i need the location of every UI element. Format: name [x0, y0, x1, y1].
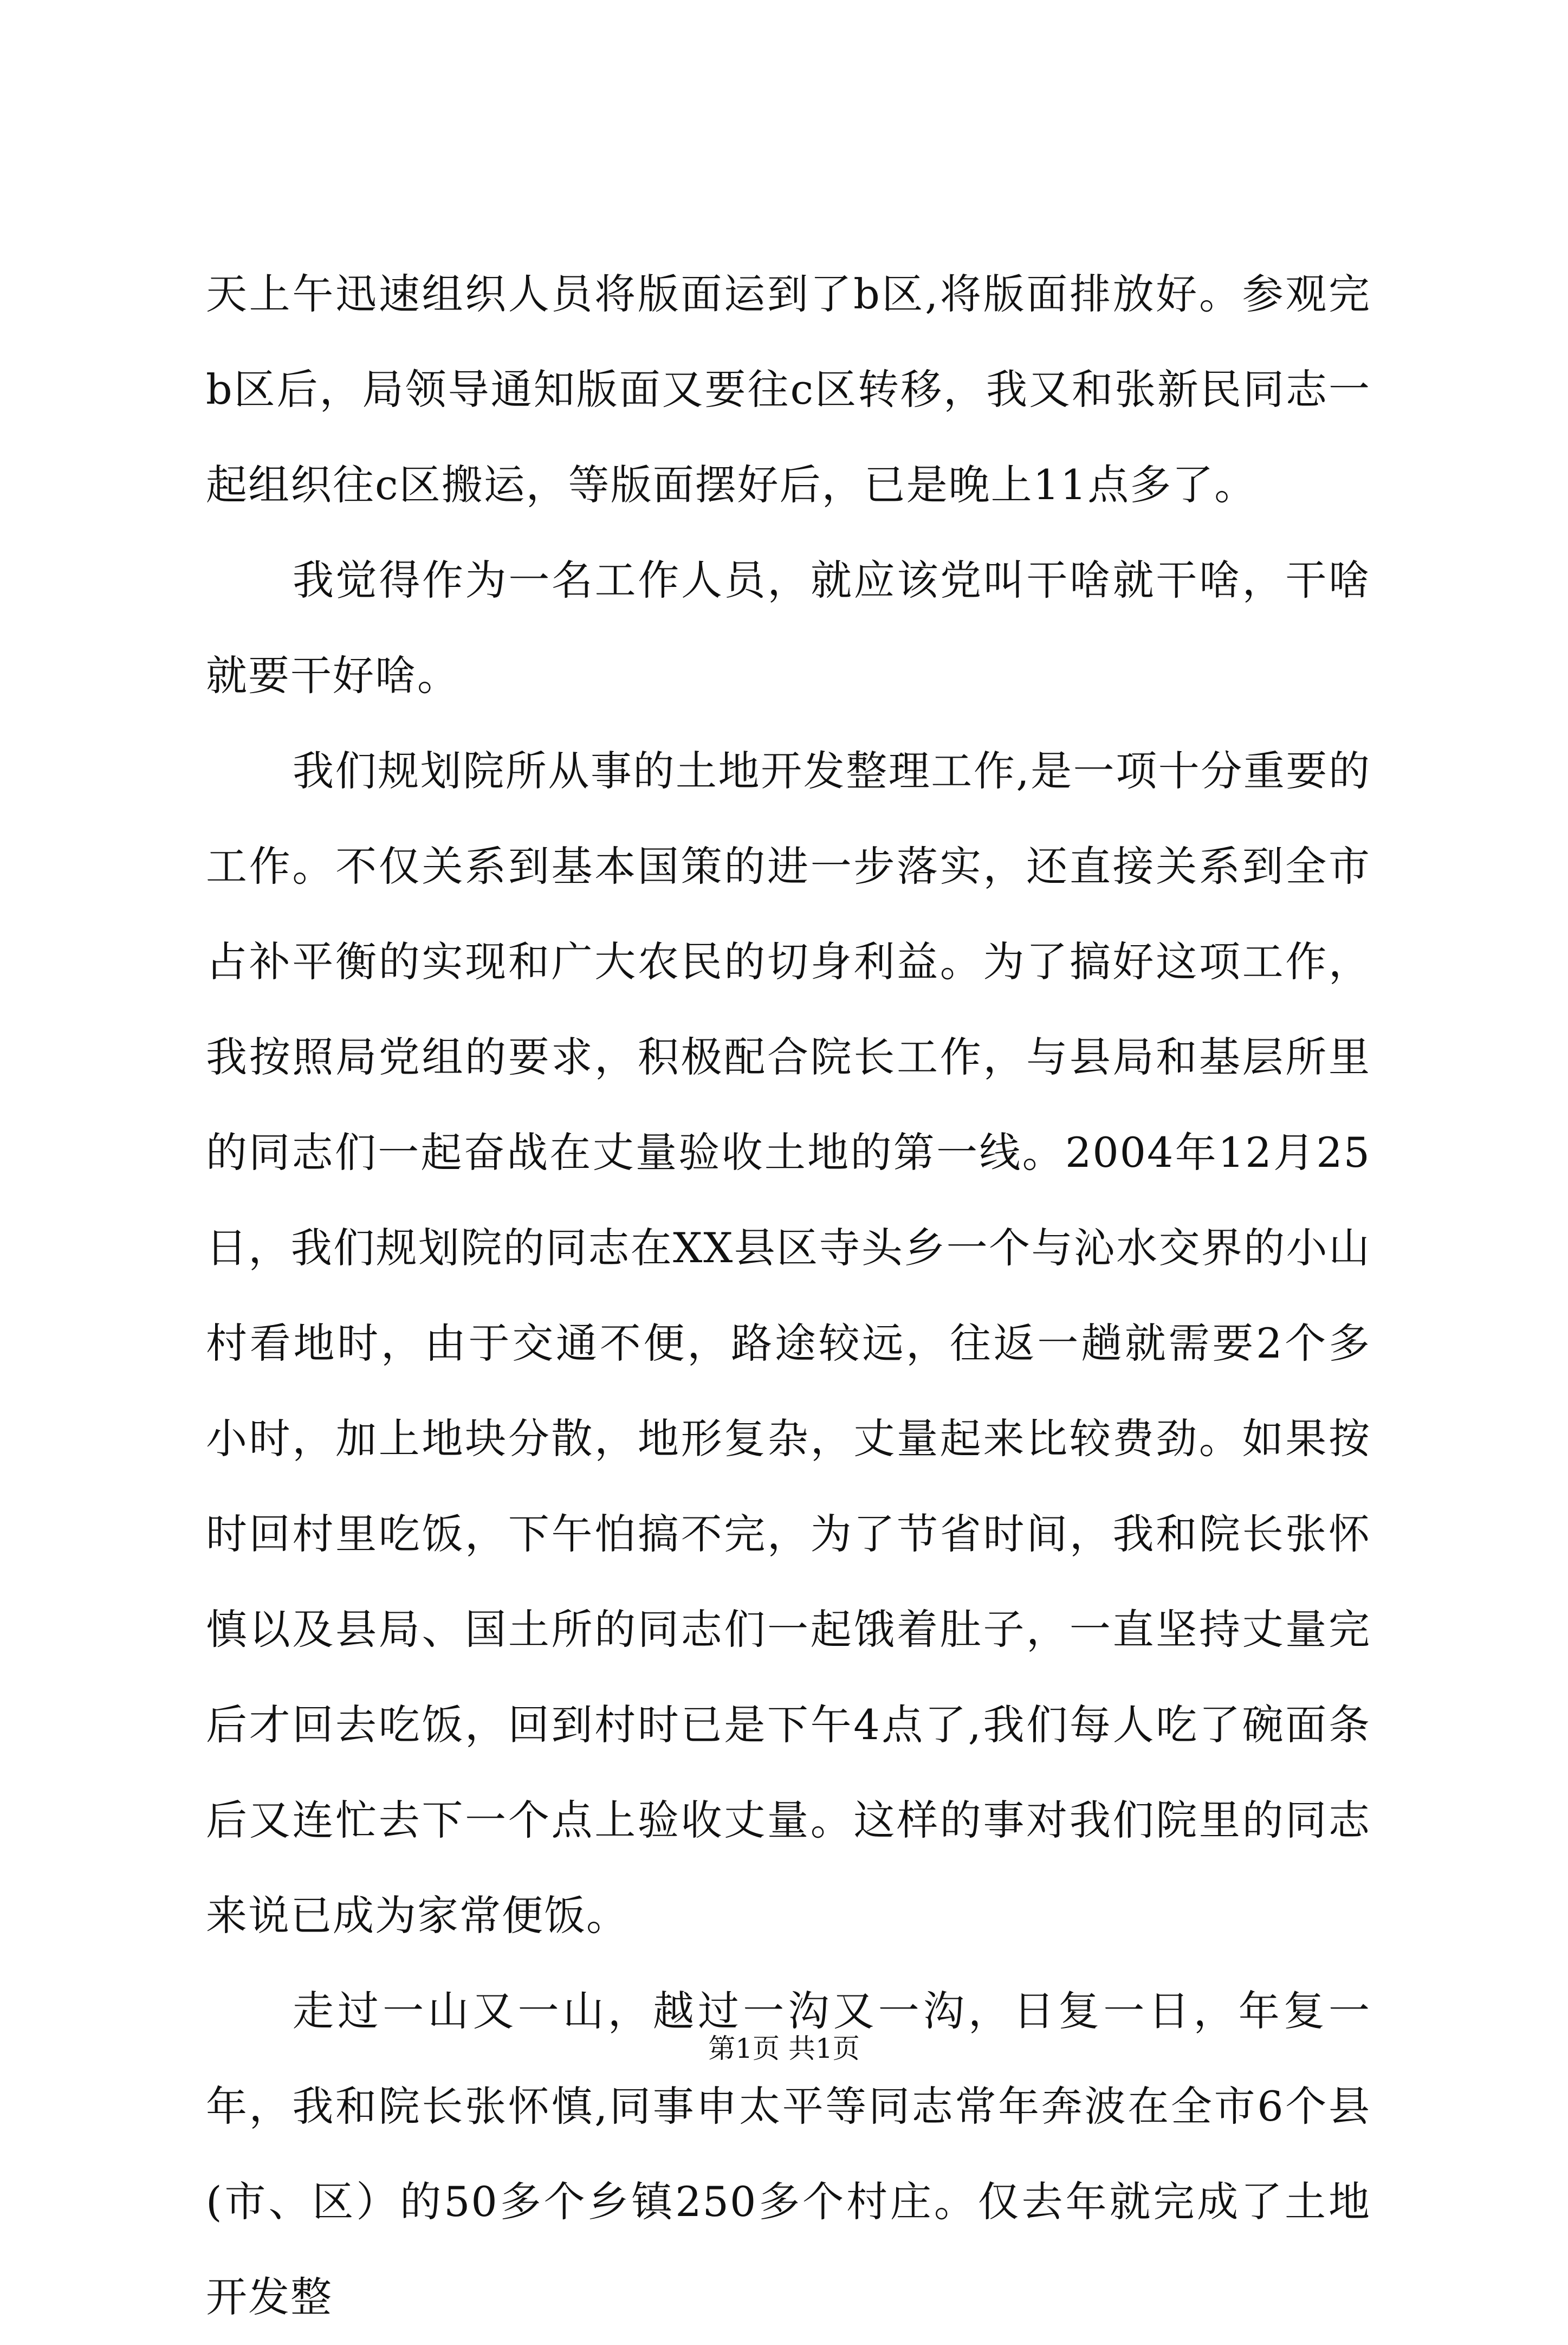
- paragraph-3: 我们规划院所从事的土地开发整理工作,是一项十分重要的工作。不仅关系到基本国策的进一步落实，还直接关系到全市占补平衡的实现和广大农民的切身利益。为了搞好这项工作，我按照局党组的要求，积极配合院长工作，与县局和基层所里的同志们一起奋战在丈量验收土地的第一线。2004年12月25日，我们规划院的同志在XX县区寺头乡一个与沁水交界的小山村看地时，由于交通不便，路途较远，往返一趟就需要2个多小时，加上地块分散，地形复杂，丈量起来比较费劲。如果按时回村里吃饭，下午怕搞不完，为了节省时间，我和院长张怀慎以及县局、国土所的同志们一起饿着肚子，一直坚持丈量完后才回去吃饭，回到村时已是下午4点了,我们每人吃了碗面条后又连忙去下一个点上验收丈量。这样的事对我们院里的同志来说已成为家常便饭。: [206, 747, 1371, 1940]
- page-number-label: 第1页 共1页: [708, 2033, 860, 2064]
- page-footer: [0, 2030, 1568, 2068]
- paragraph-4: 走过一山又一山，越过一沟又一沟，日复一日，年复一年，我和院长张怀慎,同事申太平等同志常年奔波在全市6个县(市、区）的50多个乡镇250多个村庄。仅去年就完成了土地开发整: [206, 1987, 1371, 2321]
- paragraph-2: 我觉得作为一名工作人员，就应该党叫干啥就干啥，干啥就要干好啥。: [206, 556, 1371, 700]
- paragraph-1: 天上午迅速组织人员将版面运到了b区,将版面排放好。参观完b区后，局领导通知版面又要往c区转移，我又和张新民同志一起组织往c区搬运，等版面摆好后，已是晚上11点多了。: [206, 270, 1371, 509]
